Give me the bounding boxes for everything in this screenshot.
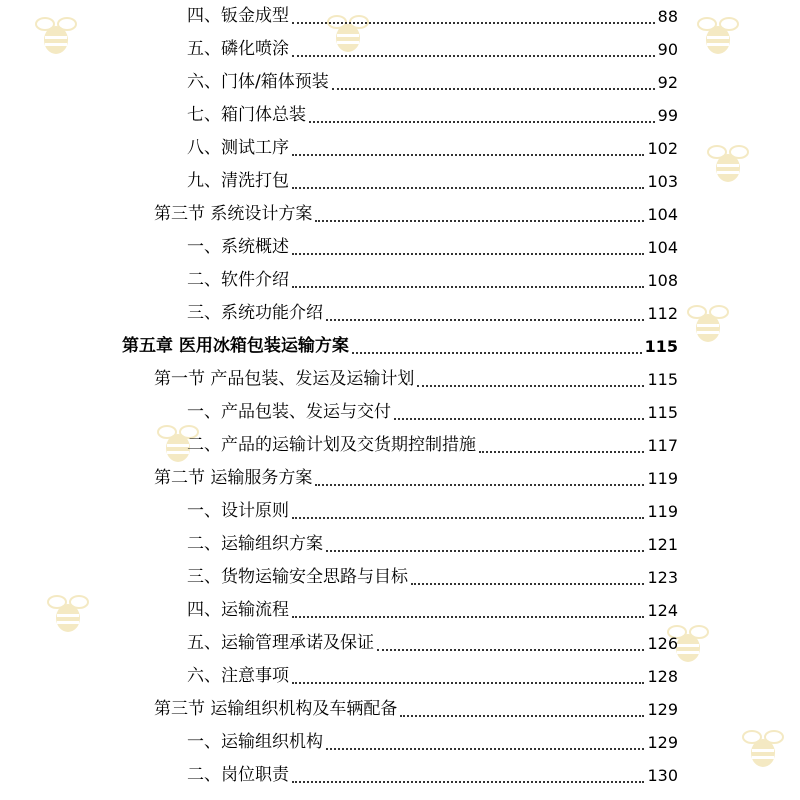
dot-leader [292, 285, 644, 288]
toc-entry-page: 115 [644, 336, 678, 356]
toc-entry-page: 124 [647, 600, 678, 620]
toc-entry-label: 一、设计原则 [187, 501, 289, 521]
dot-leader [292, 681, 644, 684]
dot-leader [292, 516, 644, 519]
toc-entry[interactable] [187, 429, 678, 462]
dot-leader [479, 450, 644, 453]
toc-entry-page: 126 [647, 633, 678, 653]
toc-entry-page: 130 [647, 765, 678, 785]
dot-leader [292, 54, 655, 57]
toc-entry-label: 第三节 系统设计方案 [154, 204, 313, 224]
toc-entry[interactable] [187, 495, 678, 528]
toc-entry-label: 第一节 产品包装、发运及运输计划 [154, 369, 415, 389]
toc-entry[interactable] [187, 396, 678, 429]
dot-leader [417, 384, 644, 387]
toc-entry[interactable] [154, 693, 678, 726]
dot-leader [292, 252, 644, 255]
dot-leader [411, 582, 644, 585]
toc-entry-label: 九、清洗打包 [187, 171, 289, 191]
toc-entry-label: 四、运输流程 [187, 600, 289, 620]
dot-leader [352, 351, 642, 354]
toc-entry-page: 115 [647, 402, 678, 422]
toc-entry-label: 二、软件介绍 [187, 270, 289, 290]
toc-entry-label: 八、测试工序 [187, 138, 289, 158]
toc-entry-label: 第三节 运输组织机构及车辆配备 [154, 699, 398, 719]
toc-entry-page: 92 [657, 72, 678, 92]
toc-entry-label: 一、运输组织机构 [187, 732, 323, 752]
toc-entry-label: 二、岗位职责 [187, 765, 289, 785]
dot-leader [400, 714, 644, 717]
toc-entry-page: 102 [647, 138, 678, 158]
dot-leader [326, 318, 644, 321]
toc-entry-label: 四、钣金成型 [187, 6, 289, 26]
toc-entry-label: 三、货物运输安全思路与目标 [187, 567, 408, 587]
dot-leader [292, 615, 644, 618]
toc-entry[interactable] [187, 66, 678, 99]
toc-entry[interactable] [187, 561, 678, 594]
toc-entry-label: 一、产品包装、发运与交付 [187, 402, 391, 422]
toc-entry[interactable] [187, 99, 678, 132]
dot-leader [315, 219, 644, 222]
dot-leader [292, 153, 644, 156]
toc-entry-label: 五、磷化喷涂 [187, 39, 289, 59]
toc-entry-page: 115 [647, 369, 678, 389]
toc-entry-page: 129 [647, 699, 678, 719]
toc-entry[interactable] [154, 363, 678, 396]
toc-entry-page: 112 [647, 303, 678, 323]
dot-leader [326, 549, 644, 552]
dot-leader [315, 483, 644, 486]
toc-entry-label: 二、运输组织方案 [187, 534, 323, 554]
toc-entry-page: 119 [647, 468, 678, 488]
toc-entry-label: 七、箱门体总装 [187, 105, 306, 125]
toc-entry-label: 第二节 运输服务方案 [154, 468, 313, 488]
toc-entry-page: 90 [657, 39, 678, 59]
toc-entry[interactable] [187, 264, 678, 297]
toc-entry-page: 128 [647, 666, 678, 686]
toc-entry-label: 六、门体/箱体预装 [187, 72, 329, 92]
toc-entry[interactable] [187, 132, 678, 165]
toc-entry[interactable] [187, 33, 678, 66]
toc-entry-page: 88 [657, 6, 678, 26]
toc-entry-page: 108 [647, 270, 678, 290]
toc-entry-page: 104 [647, 237, 678, 257]
toc-entry-page: 99 [657, 105, 678, 125]
toc-entry[interactable] [187, 726, 678, 759]
toc-entry-label: 三、系统功能介绍 [187, 303, 323, 323]
dot-leader [326, 747, 644, 750]
toc-entry-page: 123 [647, 567, 678, 587]
toc-entry-label: 五、运输管理承诺及保证 [187, 633, 374, 653]
toc-entry-page: 129 [647, 732, 678, 752]
toc-entry-page: 117 [647, 435, 678, 455]
dot-leader [292, 780, 644, 783]
dot-leader [377, 648, 644, 651]
toc-entry[interactable] [187, 528, 678, 561]
dot-leader [292, 186, 644, 189]
toc-entry-chapter[interactable] [122, 330, 678, 363]
toc-entry[interactable] [187, 594, 678, 627]
dot-leader [309, 120, 655, 123]
toc-entry-page: 121 [647, 534, 678, 554]
toc-entry[interactable] [187, 0, 678, 33]
toc-entry[interactable] [154, 462, 678, 495]
toc-entry-label: 六、注意事项 [187, 666, 289, 686]
toc-entry-label: 一、系统概述 [187, 237, 289, 257]
dot-leader [292, 21, 655, 24]
toc-entry-label: 第五章 医用冰箱包装运输方案 [122, 336, 349, 356]
toc-entry[interactable] [187, 627, 678, 660]
toc-entry[interactable] [187, 759, 678, 792]
toc-entry-page: 119 [647, 501, 678, 521]
toc-entry[interactable] [187, 231, 678, 264]
toc-entry[interactable] [187, 297, 678, 330]
toc-entry-label: 二、产品的运输计划及交货期控制措施 [187, 435, 476, 455]
toc-entry-page: 104 [647, 204, 678, 224]
toc-entry-page: 103 [647, 171, 678, 191]
toc-entry[interactable] [187, 165, 678, 198]
toc-entry[interactable] [154, 198, 678, 231]
toc-entry[interactable] [187, 660, 678, 693]
dot-leader [394, 417, 644, 420]
dot-leader [332, 87, 655, 90]
